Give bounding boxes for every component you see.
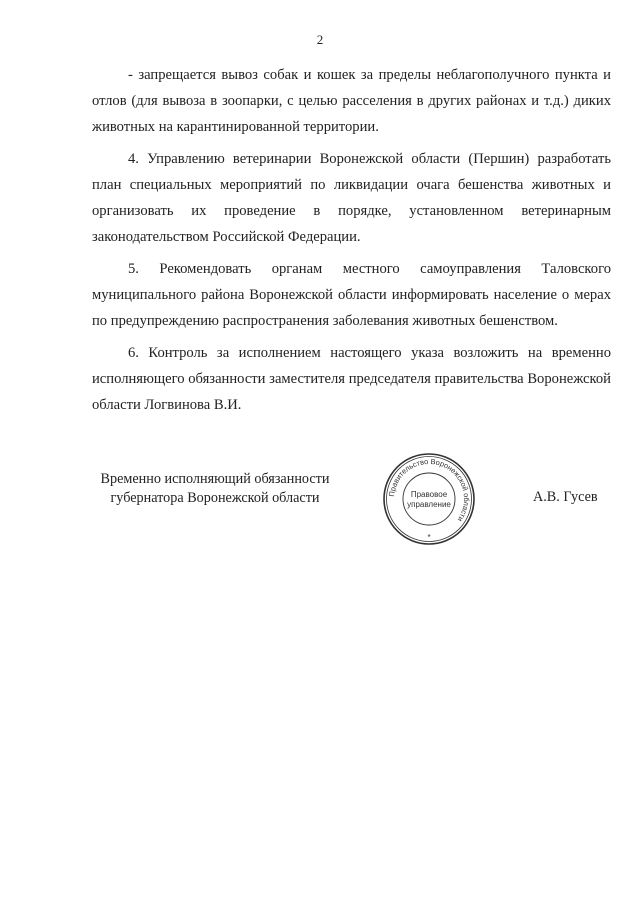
paragraph-4: 4. Управлению ветеринарии Воронежской области (Першин) разработать план специальных мероприятий по ликвидации очага бешенства животных и организовать их проведение в порядке, установленном ветеринарным законодательством Российской Федерации. (92, 151, 611, 245)
seal-inner-line2: управление (407, 500, 451, 509)
page-number: 2 (316, 32, 324, 47)
signatory-position-line2: губернатора Воронежской области (110, 490, 320, 506)
signatory-position-line1: Временно исполняющий обязанности (100, 471, 330, 487)
seal-star: * (427, 533, 431, 542)
seal-outer-text: Правительство Воронежской области (387, 456, 472, 524)
paragraph-5: 5. Рекомендовать органам местного самоуправления Таловского муниципального района Воронежской области информировать население о мерах по предупреждению распространения заболевания животных бешенством. (92, 261, 611, 329)
paragraph-6: 6. Контроль за исполнением настоящего указа возложить на временно исполняющего обязанности заместителя председателя правительства Воронежской области Логвинова В.И. (92, 345, 611, 413)
signatory-position (90, 470, 340, 508)
signatory-name: А.В. Гусев (533, 489, 598, 505)
document-body (92, 62, 611, 418)
official-seal (381, 451, 477, 547)
seal-inner-line1: Правовое (410, 490, 448, 499)
paragraph-prohibition: - запрещается вывоз собак и кошек за пределы неблагополучного пункта и отлов (для вывоза в зоопарки, с целью расселения в других районах и т.д.) диких животных на карантинированной территории. (92, 67, 611, 135)
